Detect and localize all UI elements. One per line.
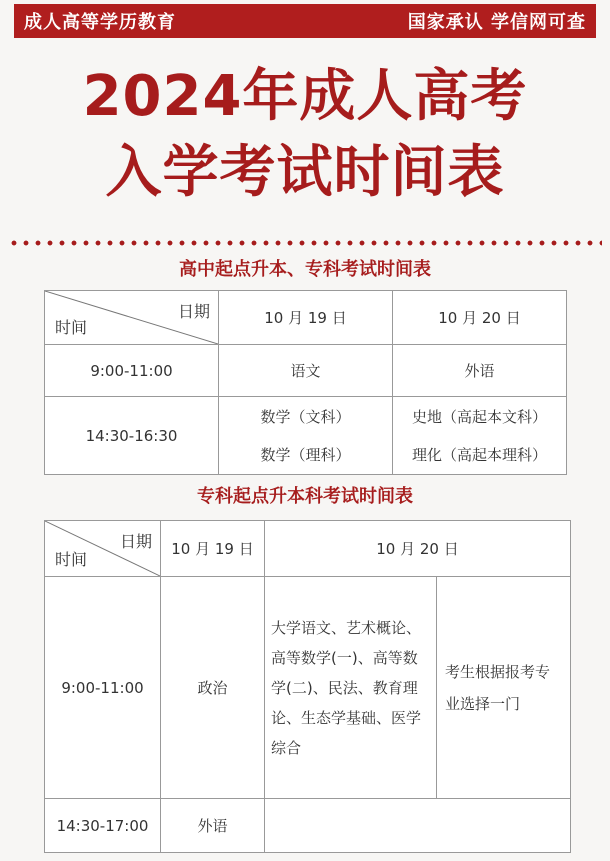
table2-row1-time: 9:00-11:00 — [45, 577, 161, 799]
top-banner — [14, 4, 596, 38]
banner-right-text: 国家承认 学信网可查 — [407, 12, 586, 33]
subject-math-arts: 数学（文科） — [260, 407, 351, 426]
schedule-table-1 — [44, 290, 567, 475]
table1-header-day1: 10 月 19 日 — [219, 291, 393, 345]
corner-date-label: 日期 — [177, 302, 210, 321]
table1-row1-day1: 语文 — [219, 345, 393, 397]
table2-row1-subjects: 大学语文、艺术概论、高等数学(一)、高等数学(二)、民法、教育理论、生态学基础、医学综合 — [265, 577, 437, 799]
banner-left-text: 成人高等学历教育 — [24, 12, 176, 33]
corner-time-label: 时间 — [55, 550, 88, 569]
table1-row1-day2: 外语 — [393, 345, 567, 397]
section1-title: 高中起点升本、专科考试时间表 — [179, 259, 431, 280]
subject-history-geo: 史地（高起本文科） — [411, 407, 547, 426]
table2-row1-day1: 政治 — [161, 577, 265, 799]
table1-row1-time: 9:00-11:00 — [45, 345, 219, 397]
subject-math-science: 数学（理科） — [260, 445, 351, 464]
subject-physics-chem: 理化（高起本理科） — [411, 445, 547, 464]
section2-title: 专科起点升本科考试时间表 — [197, 486, 413, 507]
table1-corner-cell — [45, 291, 219, 345]
dotted-divider — [8, 240, 602, 246]
table2-row2-day1: 外语 — [161, 799, 265, 853]
table2-row2-day2 — [265, 799, 571, 853]
table2-header-day2: 10 月 20 日 — [265, 521, 571, 577]
table1-row2-time: 14:30-16:30 — [45, 397, 219, 475]
corner-date-label: 日期 — [119, 532, 152, 551]
corner-time-label: 时间 — [55, 318, 88, 337]
schedule-table-2 — [44, 520, 571, 853]
table1-row2-day2 — [393, 397, 567, 475]
table2-row2-time: 14:30-17:00 — [45, 799, 161, 853]
table1-row2-day1 — [219, 397, 393, 475]
table2-corner-cell — [45, 521, 161, 577]
table1-header-day2: 10 月 20 日 — [393, 291, 567, 345]
table2-header-day1: 10 月 19 日 — [161, 521, 265, 577]
main-title-line1: 2024年成人高考 — [82, 64, 528, 129]
main-title-line2: 入学考试时间表 — [105, 140, 505, 205]
table2-row1-note: 考生根据报考专业选择一门 — [437, 577, 571, 799]
